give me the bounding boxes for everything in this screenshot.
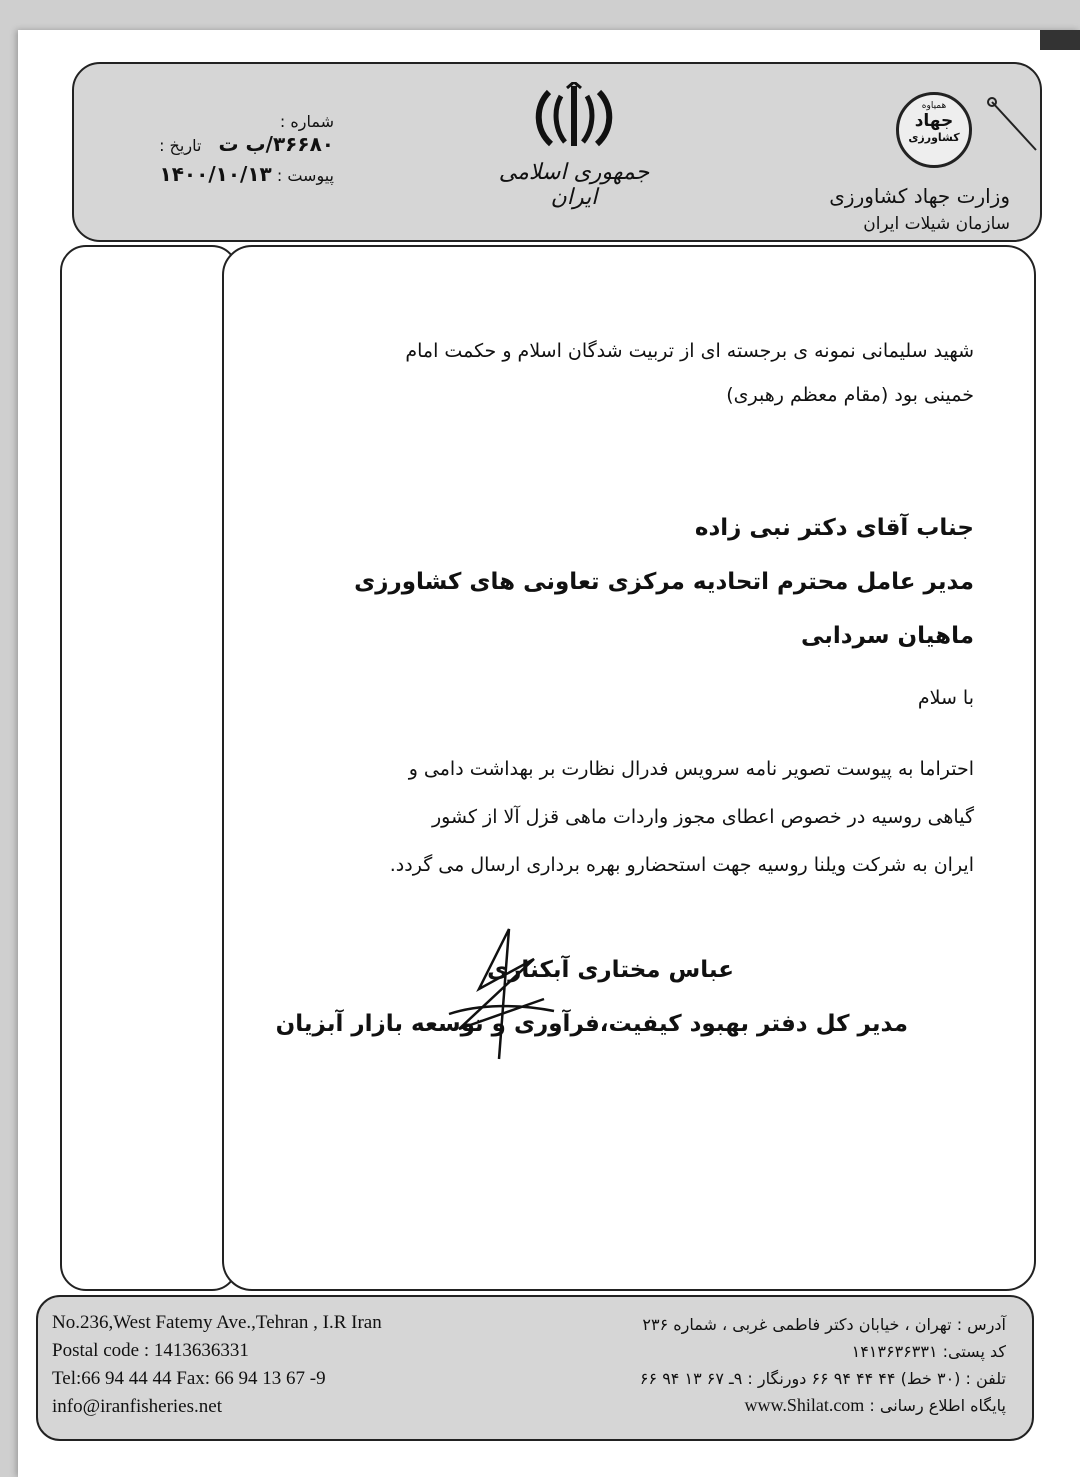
footer-phone-en: Tel:66 94 44 44 Fax: 66 94 13 67 -9 — [52, 1368, 326, 1389]
footer-english — [52, 1309, 382, 1421]
quote — [254, 329, 974, 417]
addressee — [254, 501, 974, 663]
footer-persian — [640, 1311, 1006, 1419]
jahad-logo — [896, 92, 972, 168]
footer-site-label: پایگاه اطلاع رسانی : — [869, 1396, 1006, 1415]
background-edge — [1040, 30, 1080, 50]
footer-phone-fa: تلفن : (۳۰ خط) ۴۴ ۴۴ ۹۴ ۶۶ دورنگار : ۹ـ ۶۷ ۱۳ ۹۴ ۶۶ — [639, 1369, 1006, 1388]
country-name: جمهوری اسلامی ایران — [498, 160, 650, 210]
greeting: با سلام — [917, 687, 974, 709]
date-label: تاریخ : — [159, 136, 202, 155]
attachment-row — [112, 160, 334, 190]
logo-sub-text: کشاورزی — [908, 131, 960, 144]
ministry-name: وزارت جهاد کشاورزی — [829, 184, 1010, 208]
signature-icon — [439, 919, 559, 1069]
quote-line: خمینی بود (مقام معظم رهبری) — [726, 384, 974, 406]
number-value: ۳۶۶۸۰/ب ت — [218, 132, 334, 156]
margin-column — [60, 245, 238, 1291]
addressee-line: مدیر عامل محترم اتحادیه مرکزی تعاونی های کشاورزی — [354, 569, 974, 595]
date-value: ۱۴۰۰/۱۰/۱۳ — [159, 162, 272, 186]
footer-address-en: No.236,West Fatemy Ave.,Tehran , I.R Iran — [52, 1312, 382, 1333]
addressee-line: ماهیان سردابی — [800, 623, 974, 649]
quote-line: شهید سلیمانی نمونه ی برجسته ای از تربیت شدگان اسلام و حکمت امام — [405, 340, 974, 362]
logo-small-text: همیاوه — [921, 101, 947, 111]
footer — [36, 1295, 1034, 1441]
letterhead — [72, 62, 1042, 242]
signer-name: عباس مختاری آبکناری — [487, 957, 734, 983]
emblem-block — [484, 82, 664, 210]
signer-title: مدیر کل دفتر بهبود کیفیت،فرآوری و توسعه بازار آبزیان — [275, 1011, 908, 1037]
body-line: گیاهی روسیه در خصوص اعطای مجوز واردات ماهی قزل آلا از کشور — [432, 806, 974, 828]
footer-site-row — [640, 1392, 1006, 1419]
attachment-label: پیوست : — [276, 166, 334, 185]
footer-email: info@iranfisheries.net — [52, 1396, 222, 1417]
logo-main-text: جهاد — [914, 111, 954, 131]
number-label: شماره : — [279, 112, 334, 131]
staple-pin-icon — [984, 94, 1044, 154]
body-paragraph — [244, 745, 974, 889]
addressee-line: جناب آقای دکتر نبی زاده — [694, 515, 974, 541]
number-value-row — [112, 130, 334, 160]
organization-name: سازمان شیلات ایران — [863, 214, 1010, 234]
footer-postal-fa: کد پستی: ۱۴۱۳۶۳۶۳۳۱ — [851, 1342, 1006, 1361]
letter-body — [222, 245, 1036, 1291]
reference-block — [112, 108, 334, 190]
body-line: ایران به شرکت ویلنا روسیه جهت استحضارو بهره برداری ارسال می گردد. — [389, 854, 974, 876]
footer-address-fa: آدرس : تهران ، خیابان دکتر فاطمی غربی ، شماره ۲۳۶ — [642, 1315, 1006, 1334]
footer-postal-en: Postal code : 1413636331 — [52, 1340, 249, 1361]
body-line: احتراما به پیوست تصویر نامه سرویس فدرال نظارت بر بهداشت دامی و — [408, 758, 974, 780]
footer-site-link[interactable]: www.Shilat.com — [744, 1395, 865, 1415]
iran-emblem-icon — [529, 82, 619, 152]
